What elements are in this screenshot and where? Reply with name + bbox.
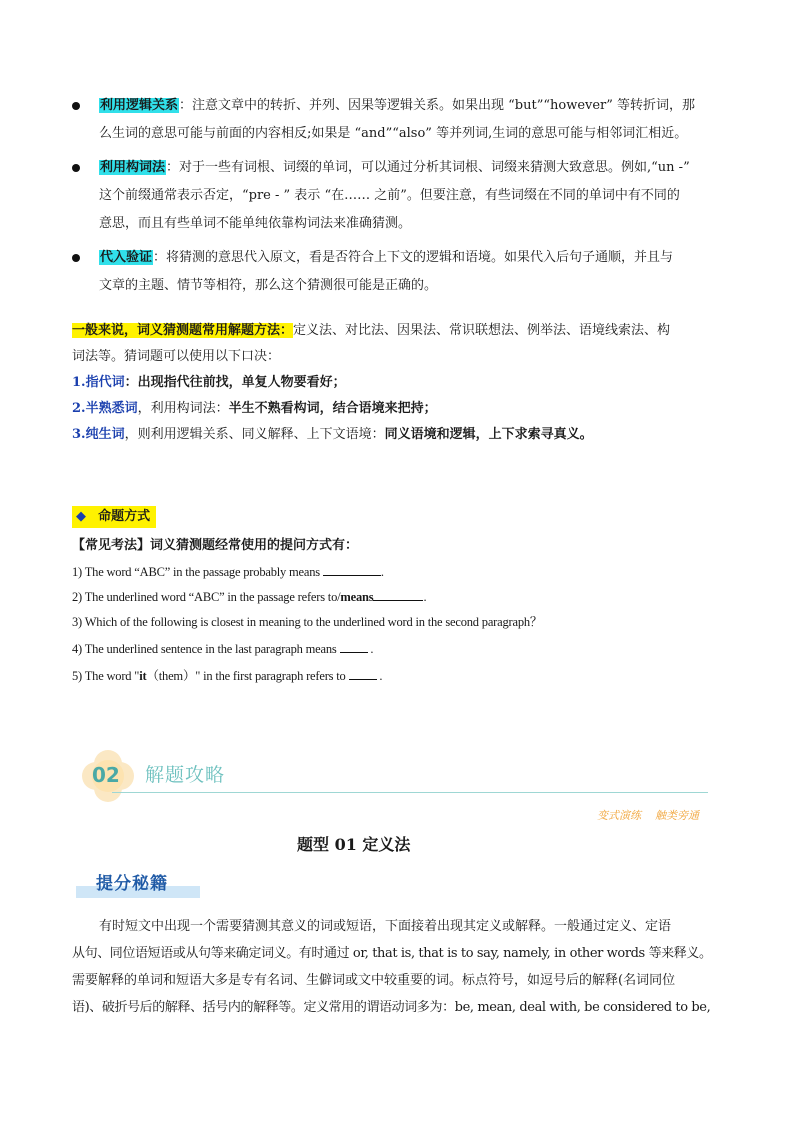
question-line: 3) Which of the following is closest in meaning to the underlined word in the second paragraph？: [72, 615, 543, 629]
summary-item-text: 半生不熟看构词，结合语境来把持；: [228, 401, 437, 416]
answer-blank: [373, 588, 423, 601]
tips-badge: [76, 868, 200, 900]
question-type-heading: [72, 506, 156, 528]
paragraph-line: 需要解释的单词和短语大多是专有名词、生僻词或文中较重要的词。标点符号，如逗号后的解释(名词同位: [72, 973, 676, 988]
badge-label: 提分秘籍: [96, 874, 168, 894]
bullet-item: [72, 92, 732, 148]
answer-blank: [349, 667, 377, 680]
answer-blank: [323, 563, 381, 576]
section-number-badge: [78, 746, 138, 806]
bullet-item: [72, 154, 732, 238]
bullet-highlight: 利用逻辑关系: [100, 98, 179, 113]
question-line: 4) The underlined sentence in the last paragraph means .: [72, 642, 374, 656]
summary-item-number: 2.: [72, 401, 86, 416]
bullet-dot-icon: [72, 254, 80, 262]
answer-blank: [340, 640, 368, 653]
bullet-text: ：注意文章中的转折、并列、因果等逻辑关系。如果出现 “but”“however” 等转折词，那: [179, 98, 696, 113]
bullet-text: 文章的主题、情节等相符，那么这个猜测很可能是正确的。: [99, 278, 438, 293]
section-number: 02: [92, 763, 120, 787]
summary-item-text: 同义语境和逻辑，上下求索寻真义。: [384, 427, 593, 442]
summary-item-text: ：出现指代往前找，单复人物要看好；: [124, 375, 346, 390]
bullet-item: [72, 244, 732, 300]
diamond-icon: ◆: [76, 509, 86, 524]
bullet-text: ：将猜测的意思代入原文，看是否符合上下文的逻辑和语境。如果代入后句子通顺，并且与: [153, 250, 674, 265]
body-paragraph: [72, 913, 732, 1021]
paragraph-line: 从句、同位语短语或从句等来确定词义。有时通过 or, that is, that is to say, namely, in other words 等来释义。: [72, 946, 712, 961]
summary-item-text: ，则利用逻辑关系、同义解释、上下文语境：: [124, 427, 385, 442]
question-line: 1) The word “ABC” in the passage probably means .: [72, 565, 384, 579]
summary-item-term: 半熟悉词: [85, 401, 138, 416]
summary-lead-text: 词法等。猜词题可以使用以下口决：: [72, 349, 281, 364]
section-title: 解题攻略: [145, 764, 226, 786]
paragraph-line: 有时短文中出现一个需要猜测其意义的词或短语，下面接着出现其定义或解释。一般通过定义、定语: [99, 919, 672, 934]
bullet-text: 意思，而且有些单词不能单纯依靠构词法来准确猜测。: [99, 216, 412, 231]
question-line: 5) The word "it（them）" in the first paragraph refers to .: [72, 669, 383, 683]
bullet-dot-icon: [72, 164, 80, 172]
topic-title: 题型 01 定义法: [297, 835, 411, 854]
summary-item-text: ，利用构词法：: [137, 401, 229, 416]
summary-item-term: 纯生词: [85, 427, 125, 442]
bullet-highlight: 代入验证: [100, 250, 153, 265]
bullet-highlight: 利用构词法: [100, 160, 166, 175]
summary-lead-highlight: 一般来说，词义猜测题常用解题方法：: [72, 323, 294, 338]
paragraph-line: 语)、破折号后的解释、括号内的解释等。定义常用的谓语动词多为：be, mean, deal with, be considered to be,: [72, 1000, 711, 1015]
bullet-text: 么生词的意思可能与前面的内容相反;如果是 “and”“also” 等并列词,生词的意思可能与相邻词汇相近。: [99, 126, 688, 141]
question-type-intro: 【常见考法】词义猜测题经常使用的提问方式有：: [72, 538, 359, 553]
summary-item-number: 3.: [72, 427, 86, 442]
section-tagline: 变式演练 触类旁通: [597, 809, 699, 822]
section-divider: [112, 792, 708, 793]
bullet-dot-icon: [72, 102, 80, 110]
question-type-title: 命题方式: [98, 509, 151, 524]
summary-block: [72, 318, 732, 448]
summary-item-term: 指代词: [85, 375, 125, 390]
bullet-text: 这个前缀通常表示否定，“pre - ” 表示 “在…… 之前”。但要注意，有些词缀在不同的单词中有不同的: [99, 188, 680, 203]
summary-item-number: 1.: [72, 375, 86, 390]
bullet-text: ：对于一些有词根、词缀的单词，可以通过分析其词根、词缀来猜测大致意思。例如,“un -”: [166, 160, 690, 175]
summary-lead-text: 定义法、对比法、因果法、常识联想法、例举法、语境线索法、构: [293, 323, 671, 338]
question-line: 2) The underlined word “ABC” in the passage refers to/means .: [72, 590, 427, 604]
